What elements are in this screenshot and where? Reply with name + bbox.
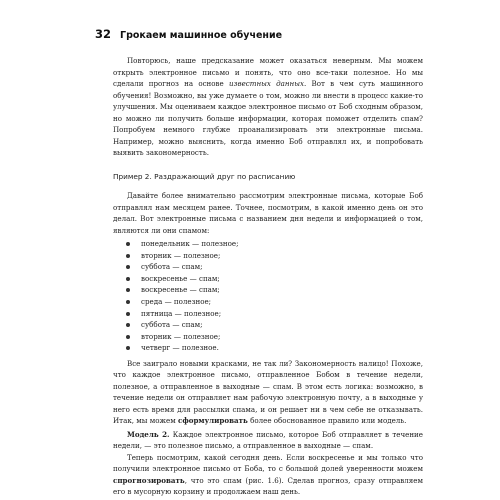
paragraph-pattern <box>113 358 423 427</box>
bullet-icon <box>126 277 130 281</box>
paragraph-intro <box>113 55 423 159</box>
paragraph-text: Повторюсь, наше предсказание может оказаться неверным. Мы можем открыть электронное письмо и понять, что оно все-таки полезное. Но мы сделали прогноз на основе <box>113 56 423 88</box>
paragraph-text: , что это спам (рис. 1.6). Сделав прогноз, сразу отправляем его в мусорную корзину и продолжаем наш день. <box>113 475 423 497</box>
bold-predict: спрогнозировать <box>113 475 185 485</box>
model-label: Модель 2. <box>127 429 170 439</box>
section-heading: Пример 2. Раздражающий друг по расписанию <box>113 171 296 181</box>
bullet-icon <box>126 254 130 258</box>
paragraph-text: Все заиграло новыми красками, не так ли? Закономерность налицо! Похоже, что каждое электронное письмо, отправленное Бобом в течение недели, полезное, а отправленное в выходные — спам. В этом есть логика: возможно, в течение недели он отправляет нам рабочую электронную почту, а в выходные у него есть время для рассылки спама, и он решает ни в чем себе не отказывать. Итак, мы можем <box>113 358 423 426</box>
bullet-icon <box>126 242 130 246</box>
paragraph-text: . Вот в чем суть машинного обучения! Возможно, вы уже думаете о том, можно ли внести в процесс какие-то улучшения. Мы оцениваем каждое электронное письмо от Боб сходным образом, но можно ли получить больше информации, которая поможет отделить спам? Попробуем немного глубже проанализировать эти электронные письма. Например, можно выяснить, когда именно Боб отправлял их, и попробовать выявить закономерность. <box>113 79 423 157</box>
page-body <box>113 55 423 498</box>
bullet-icon <box>126 288 130 292</box>
paragraph-examine: Давайте более внимательно рассмотрим электронные письма, которые Боб отправлял нам месяцем ранее. Точнее, посмотрим, в какой именно день он это делал. Вот электронные письма с названием дня недели и информацией о том, являются ли они спамом: <box>113 191 423 235</box>
list-item: пятница — полезное; <box>113 308 423 320</box>
bullet-icon <box>126 265 130 269</box>
bullet-icon <box>126 312 130 316</box>
emphasis-known-data: известных данных <box>229 79 305 88</box>
paragraph-text: Каждое электронное письмо, которое Боб отправляет в течение недели, — это полезное письмо, а отправленное в выходные — спам. <box>113 429 423 451</box>
list-item: вторник — полезное; <box>113 331 423 343</box>
book-title: Грокаем машинное обучение <box>120 30 283 41</box>
list-item: суббота — спам; <box>113 319 423 331</box>
page-header <box>95 27 425 41</box>
bullet-icon <box>126 300 130 304</box>
list-item: воскресенье — спам; <box>113 273 423 285</box>
paragraph-model-2 <box>113 429 423 452</box>
list-item: понедельник — полезное; <box>113 238 423 250</box>
bullet-icon <box>126 346 130 350</box>
bold-formulate: сформулировать <box>178 416 248 426</box>
paragraph-prediction <box>113 452 423 498</box>
email-day-list <box>113 238 423 354</box>
list-item: вторник — полезное; <box>113 250 423 262</box>
bullet-icon <box>126 323 130 327</box>
paragraph-text: Теперь посмотрим, какой сегодня день. Если воскресенье и мы только что получили электронное письмо от Боба, то с большой долей уверенности можем <box>113 452 423 474</box>
list-item: среда — полезное; <box>113 296 423 308</box>
list-item: суббота — спам; <box>113 261 423 273</box>
list-item: четверг — полезное. <box>113 342 423 354</box>
bullet-icon <box>126 335 130 339</box>
paragraph-text: более обоснованное правило или модель. <box>247 416 407 426</box>
list-item: воскресенье — спам; <box>113 284 423 296</box>
page-number: 32 <box>95 27 112 41</box>
